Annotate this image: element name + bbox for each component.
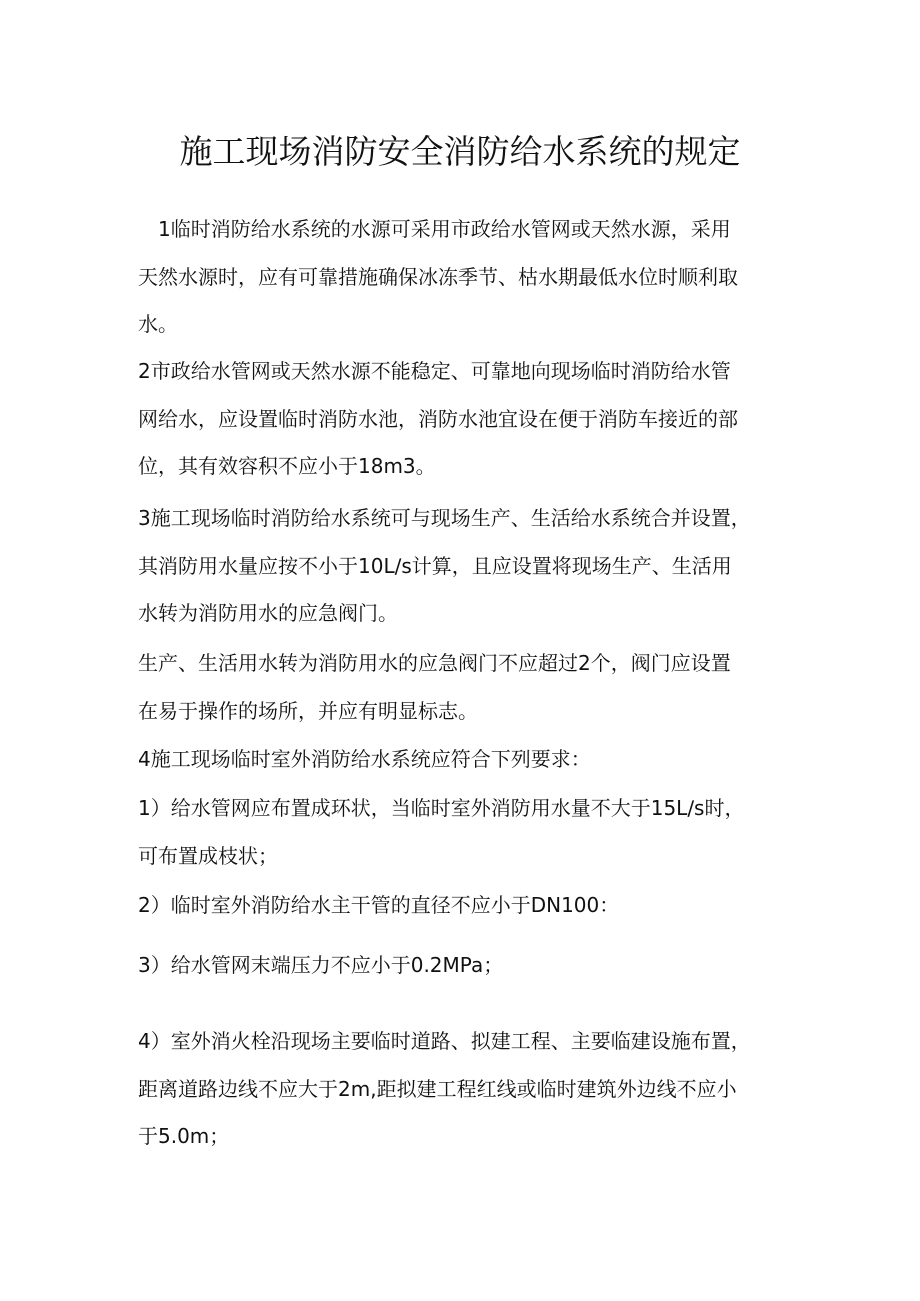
paragraph-line: 网给水，应设置临时消防水池，消防水池宜设在便于消防车接近的部 [138, 406, 738, 431]
paragraph-6 [138, 785, 798, 880]
paragraph-line: 可布置成枝状； [138, 843, 278, 868]
paragraph-line: 于5.0m； [138, 1124, 230, 1148]
paragraph-line: 位，其有效容积不应小于18m3。 [138, 454, 436, 478]
paragraph-line: 生产、生活用水转为消防用水的应急阀门不应超过2个，阀门应设置 [138, 651, 731, 675]
paragraph-3 [138, 495, 798, 638]
paragraph-8 [138, 942, 798, 990]
paragraph-9 [138, 1018, 798, 1161]
paragraph-4 [138, 640, 798, 735]
paragraph-line: 距离道路边线不应大于2m,距拟建工程红线或临时建筑外边线不应小 [138, 1076, 737, 1101]
paragraph-line: 其消防用水量应按不小于10L∕s计算，且应设置将现场生产、生活用 [138, 553, 732, 578]
paragraph-7 [138, 882, 798, 930]
paragraph-line: 水转为消防用水的应急阀门。 [138, 601, 398, 625]
paragraph-line: 1）给水管网应布置成环状，当临时室外消防用水量不大于15L∕s时， [138, 796, 745, 820]
paragraph-line: 4）室外消火栓沿现场主要临时道路、拟建工程、主要临建设施布置， [138, 1029, 751, 1053]
paragraph-line: 2市政给水管网或天然水源不能稳定、可靠地向现场临时消防给水管 [138, 359, 731, 383]
paragraph-line: 2）临时室外消防给水主干管的直径不应小于DN100： [138, 893, 620, 917]
paragraph-line: 在易于操作的场所，并应有明显标志。 [138, 698, 478, 723]
paragraph-line: 4施工现场临时室外消防给水系统应符合下列要求： [138, 747, 591, 771]
document-title: 施工现场消防安全消防给水系统的规定 [179, 132, 741, 171]
paragraph-line: 天然水源时，应有可靠措施确保冰冻季节、枯水期最低水位时顺利取 [138, 264, 738, 289]
paragraph-2 [138, 348, 798, 491]
paragraph-line: 1临时消防给水系统的水源可采用市政给水管网或天然水源，采用 [158, 217, 731, 241]
paragraph-line: 水。 [138, 312, 178, 336]
paragraph-5 [138, 736, 798, 784]
paragraph-line: 3）给水管网末端压力不应小于0.2MPa； [138, 953, 504, 977]
paragraph-1 [138, 206, 798, 349]
paragraph-line: 3施工现场临时消防给水系统可与现场生产、生活给水系统合并设置， [138, 506, 751, 530]
